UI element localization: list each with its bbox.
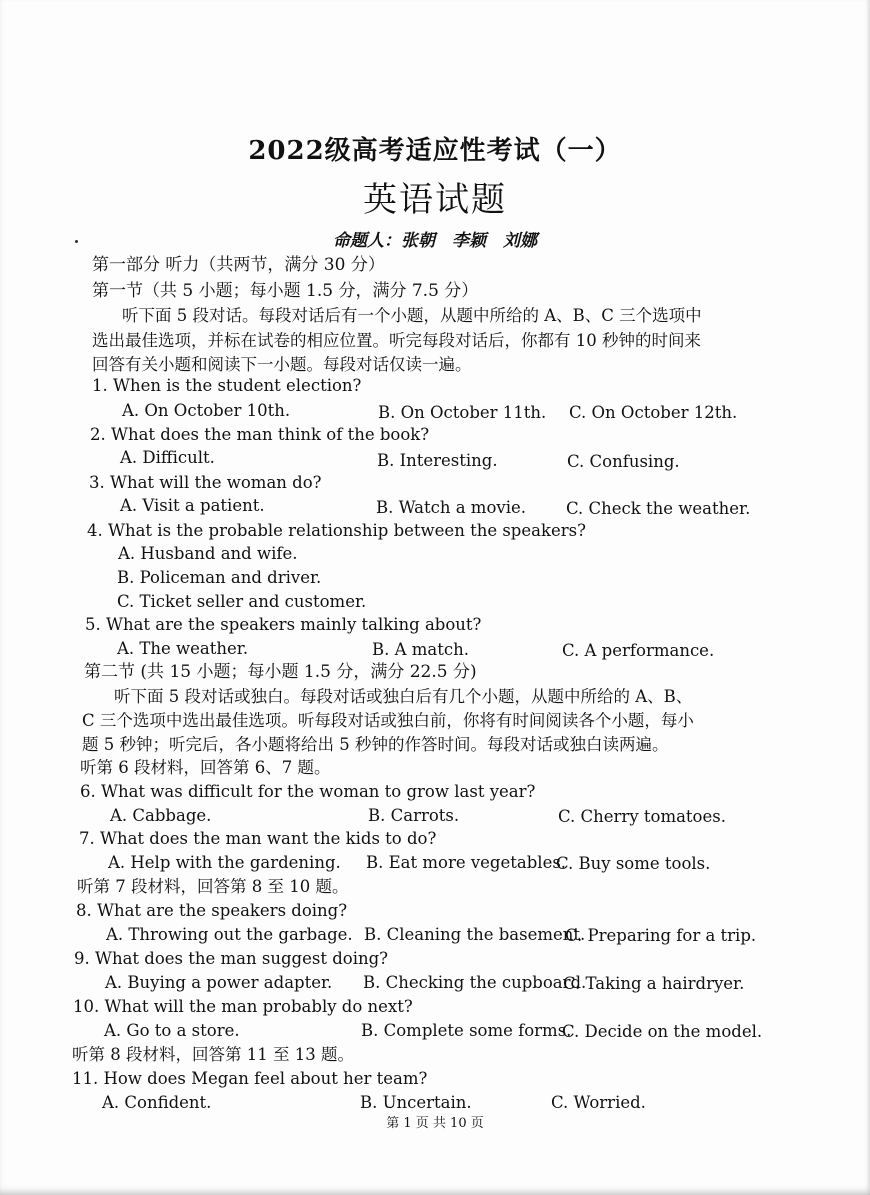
q7-option-c: C. Buy some tools. [556,854,711,873]
section2-instruction-2: C 三个选项中选出最佳选项。听每段对话或独白前，你将有时间阅读各个小题，每小 [82,711,694,730]
q10-option-b: B. Complete some forms. [361,1021,572,1040]
q5-option-c: C. A performance. [562,641,715,660]
question-4: 4. What is the probable relationship between the speakers? [87,521,586,540]
q4-option-a: A. Husband and wife. [118,544,298,563]
q6-option-c: C. Cherry tomatoes. [558,807,726,826]
section1-instruction-3: 回答有关小题和阅读下一小题。每段对话仅读一遍。 [92,355,472,374]
q3-option-b: B. Watch a movie. [376,498,526,517]
q7-option-b: B. Eat more vegetables. [366,853,567,872]
q9-option-a: A. Buying a power adapter. [105,973,333,992]
question-9: 9. What does the man suggest doing? [74,949,389,968]
question-1: 1. When is the student election? [92,376,362,395]
q5-option-b: B. A match. [372,640,470,659]
q6-option-b: B. Carrots. [368,806,460,825]
q8-option-b: B. Cleaning the basement. [364,925,586,944]
q10-option-c: C. Decide on the model. [562,1022,763,1041]
q11-option-c: C. Worried. [551,1093,646,1112]
section2-instruction-1: 听下面 5 段对话或独白。每段对话或独白后有几个小题，从题中所给的 A、B、 [114,687,693,706]
q3-option-c: C. Check the weather. [566,499,751,518]
material-8-label: 听第 8 段材料，回答第 11 至 13 题。 [72,1045,354,1064]
q11-option-b: B. Uncertain. [360,1093,472,1112]
material-6-label: 听第 6 段材料，回答第 6、7 题。 [80,758,331,777]
page-footer: 第 1 页 共 10 页 [386,1116,484,1131]
question-2: 2. What does the man think of the book? [90,425,430,444]
section2-title: 第二节 (共 15 小题；每小题 1.5 分，满分 22.5 分) [84,662,477,682]
q6-option-a: A. Cabbage. [110,806,212,825]
q1-option-c: C. On October 12th. [569,403,738,422]
question-5: 5. What are the speakers mainly talking about? [85,615,482,634]
q10-option-a: A. Go to a store. [104,1021,240,1040]
question-10: 10. What will the man probably do next? [73,997,413,1016]
q4-option-b: B. Policeman and driver. [117,568,322,587]
q1-option-a: A. On October 10th. [122,401,291,420]
q2-option-a: A. Difficult. [120,448,215,467]
section2-instruction-3: 题 5 秒钟；听完后，各小题将给出 5 秒钟的作答时间。每段对话或独白读两遍。 [82,735,669,754]
q5-option-a: A. The weather. [117,639,249,658]
question-7: 7. What does the man want the kids to do? [79,829,437,848]
q9-option-c: C. Taking a hairdryer. [563,974,745,993]
subject-title: 英语试题 [363,180,507,220]
q7-option-a: A. Help with the gardening. [108,853,341,872]
section1-instruction-1: 听下面 5 段对话。每段对话后有一个小题，从题中所给的 A、B、C 三个选项中 [122,306,702,325]
section1-instruction-2: 选出最佳选项，并标在试卷的相应位置。听完每段对话后，你都有 10 秒钟的时间来 [92,331,701,350]
q3-option-a: A. Visit a patient. [120,496,265,515]
authors-line: 命题人：张朝 李颖 刘娜 [333,231,537,251]
q8-option-c: C. Preparing for a trip. [565,926,757,945]
q2-option-c: C. Confusing. [567,452,680,471]
section1-title: 第一节（共 5 小题；每小题 1.5 分，满分 7.5 分） [92,281,479,301]
question-6: 6. What was difficult for the woman to grow last year? [80,782,536,801]
part1-title: 第一部分 听力（共两节，满分 30 分） [92,255,385,275]
q11-option-a: A. Confident. [102,1093,212,1112]
q9-option-b: B. Checking the cupboard. [363,973,587,992]
exam-title: 2022级高考适应性考试（一） [248,136,622,166]
q2-option-b: B. Interesting. [377,451,498,470]
q1-option-b: B. On October 11th. [378,403,547,422]
q8-option-a: A. Throwing out the garbage. [106,925,353,944]
question-3: 3. What will the woman do? [89,473,322,492]
question-8: 8. What are the speakers doing? [76,901,348,920]
question-11: 11. How does Megan feel about her team? [72,1069,428,1088]
material-7-label: 听第 7 段材料，回答第 8 至 10 题。 [77,877,349,896]
q4-option-c: C. Ticket seller and customer. [117,592,367,611]
